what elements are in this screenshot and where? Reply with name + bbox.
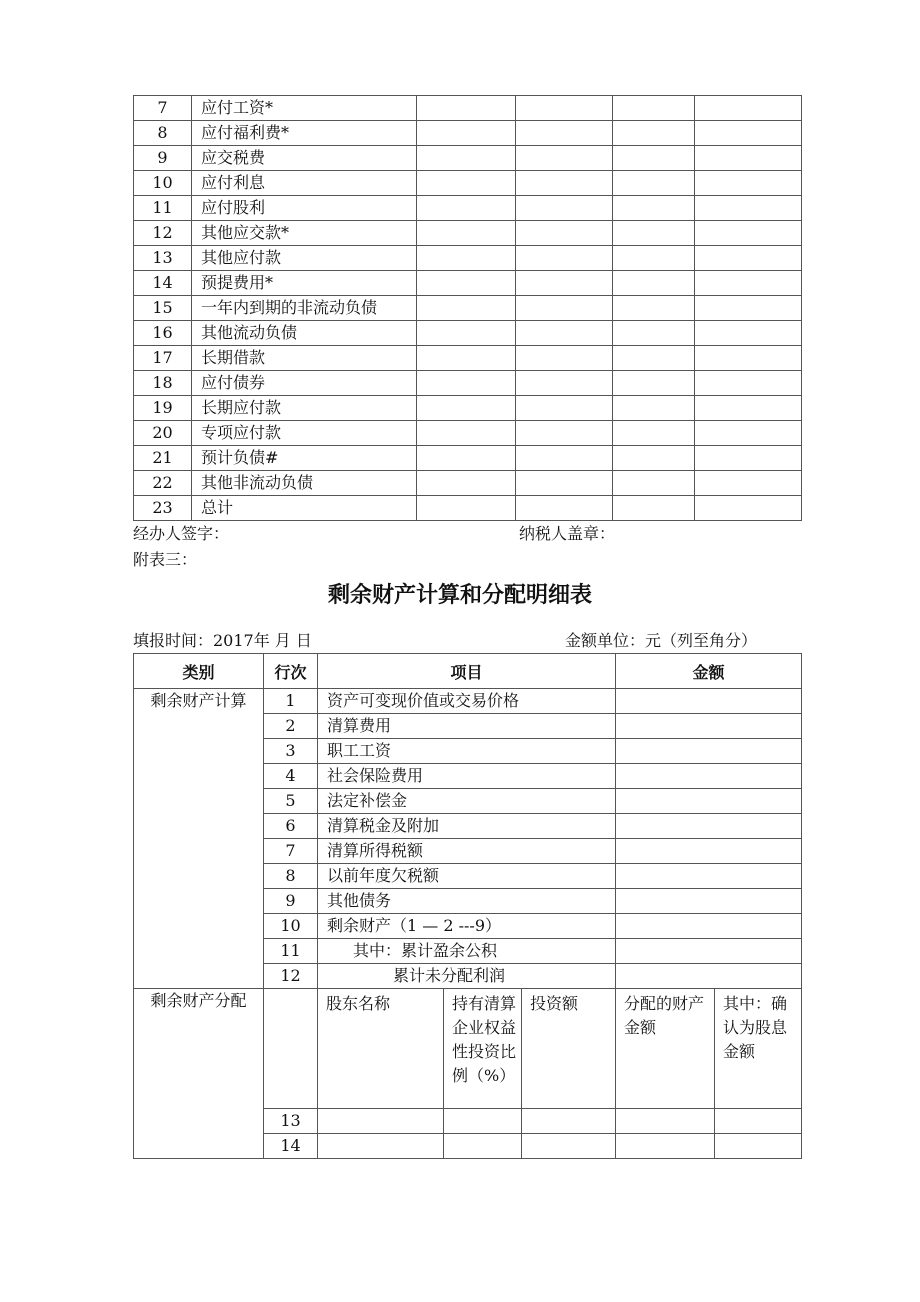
empty-cell[interactable] [417,221,516,246]
empty-cell[interactable] [417,96,516,121]
header-category: 类别 [134,654,264,689]
row-number: 1 [264,689,318,714]
amount-cell[interactable] [616,689,802,714]
empty-cell[interactable] [516,196,613,221]
amount-cell[interactable] [616,914,802,939]
row-item: 应付工资* [192,96,417,121]
table-row [134,446,802,471]
empty-cell[interactable] [417,421,516,446]
table-row [134,421,802,446]
row-number: 2 [264,714,318,739]
row-number: 8 [134,121,192,146]
empty-cell[interactable] [616,1109,715,1134]
empty-cell[interactable] [613,371,695,396]
amount-cell[interactable] [616,964,802,989]
empty-cell[interactable] [613,271,695,296]
row-number: 9 [134,146,192,171]
row-item: 清算所得税额 [318,839,616,864]
row-item: 应付股利 [192,196,417,221]
empty-cell[interactable] [516,471,613,496]
row-item: 职工工资 [318,739,616,764]
table-row [134,689,802,714]
empty-cell[interactable] [417,496,516,521]
row-number: 20 [134,421,192,446]
amount-cell[interactable] [616,764,802,789]
empty-cell[interactable] [516,296,613,321]
row-number: 11 [134,196,192,221]
empty-cell[interactable] [522,1109,616,1134]
amount-cell[interactable] [616,814,802,839]
row-item: 预计负债# [192,446,417,471]
empty-cell[interactable] [613,446,695,471]
empty-cell[interactable] [417,196,516,221]
table-row [134,221,802,246]
table-row [134,96,802,121]
empty-cell[interactable] [417,271,516,296]
row-item: 其他应交款* [192,221,417,246]
table-row [134,371,802,396]
table-row [134,471,802,496]
header-item: 项目 [318,654,616,689]
empty-cell[interactable] [417,471,516,496]
dividend-amount-header: 其中：确认为股息金额 [715,989,802,1109]
empty-cell[interactable] [695,296,802,321]
empty-cell[interactable] [613,146,695,171]
empty-cell[interactable] [516,446,613,471]
table-row [134,196,802,221]
amount-cell[interactable] [616,714,802,739]
row-number: 18 [134,371,192,396]
empty-cell[interactable] [695,471,802,496]
table-row [134,496,802,521]
row-number: 5 [264,789,318,814]
row-number: 21 [134,446,192,471]
empty-cell[interactable] [417,296,516,321]
row-item: 预提费用* [192,271,417,296]
distributed-amount-header: 分配的财产金额 [616,989,715,1109]
row-item: 累计未分配利润 [318,964,616,989]
liabilities-table [133,95,802,521]
empty-cell[interactable] [613,96,695,121]
empty-cell[interactable] [417,146,516,171]
row-number: 6 [264,814,318,839]
row-item: 其中：累计盈余公积 [318,939,616,964]
row-number: 12 [264,964,318,989]
table-row [134,171,802,196]
row-number: 17 [134,346,192,371]
empty-cell[interactable] [695,271,802,296]
row-number: 13 [134,246,192,271]
empty-cell[interactable] [695,371,802,396]
empty-cell[interactable] [417,371,516,396]
empty-cell[interactable] [613,196,695,221]
empty-cell[interactable] [516,421,613,446]
empty-cell[interactable] [613,171,695,196]
distribution-header-row [134,989,802,1109]
empty-cell[interactable] [695,221,802,246]
empty-cell[interactable] [417,171,516,196]
row-item: 社会保险费用 [318,764,616,789]
empty-cell[interactable] [417,246,516,271]
empty-cell[interactable] [695,421,802,446]
row-number: 14 [134,271,192,296]
empty-cell[interactable] [613,496,695,521]
empty-cell[interactable] [516,271,613,296]
row-item: 总计 [192,496,417,521]
empty-cell[interactable] [613,396,695,421]
row-number: 4 [264,764,318,789]
header-line: 行次 [264,654,318,689]
row-item: 其他非流动负债 [192,471,417,496]
shareholder-name-header: 股东名称 [318,989,444,1109]
ratio-header: 持有清算企业权益性投资比例（%） [444,989,522,1109]
amount-cell[interactable] [616,939,802,964]
empty-cell[interactable] [516,371,613,396]
empty-cell[interactable] [516,346,613,371]
table-row [134,271,802,296]
empty-cell[interactable] [695,196,802,221]
table-row [134,396,802,421]
empty-cell[interactable] [613,121,695,146]
empty-cell[interactable] [444,1134,522,1159]
empty-cell[interactable] [516,246,613,271]
row-number: 8 [264,864,318,889]
row-item: 应交税费 [192,146,417,171]
empty-cell[interactable] [417,321,516,346]
table-row [134,121,802,146]
category-distribution: 剩余财产分配 [134,989,264,1159]
empty-cell[interactable] [613,321,695,346]
empty-cell[interactable] [417,121,516,146]
row-item: 剩余财产（1 — 2 ---9） [318,914,616,939]
row-number: 7 [134,96,192,121]
row-number: 19 [134,396,192,421]
table-row [134,321,802,346]
table-row [134,346,802,371]
row-number: 9 [264,889,318,914]
empty-cell[interactable] [318,1109,444,1134]
table-row [134,246,802,271]
empty-cell[interactable] [444,1109,522,1134]
empty-cell[interactable] [516,96,613,121]
empty-cell[interactable] [695,446,802,471]
empty-cell[interactable] [516,396,613,421]
row-number: 13 [264,1109,318,1134]
row-number: 10 [134,171,192,196]
table-row [134,296,802,321]
empty-cell [264,989,318,1109]
empty-cell[interactable] [613,471,695,496]
row-number: 7 [264,839,318,864]
empty-cell[interactable] [695,146,802,171]
empty-cell[interactable] [417,446,516,471]
residual-property-table [133,653,802,1159]
row-item: 法定补偿金 [318,789,616,814]
empty-cell[interactable] [695,321,802,346]
row-number: 12 [134,221,192,246]
empty-cell[interactable] [613,246,695,271]
empty-cell[interactable] [616,1134,715,1159]
amount-cell[interactable] [616,839,802,864]
empty-cell[interactable] [318,1134,444,1159]
row-item: 应付利息 [192,171,417,196]
row-item: 其他应付款 [192,246,417,271]
row-item: 清算税金及附加 [318,814,616,839]
row-number: 22 [134,471,192,496]
row-item: 长期借款 [192,346,417,371]
empty-cell[interactable] [417,396,516,421]
row-number: 16 [134,321,192,346]
row-item: 资产可变现价值或交易价格 [318,689,616,714]
handler-signature-label: 经办人签字： [133,524,230,543]
row-number: 14 [264,1134,318,1159]
empty-cell[interactable] [695,496,802,521]
empty-cell[interactable] [695,246,802,271]
page-title: 剩余财产计算和分配明细表 [327,583,592,608]
amount-cell[interactable] [616,889,802,914]
row-number: 3 [264,739,318,764]
row-item: 其他债务 [318,889,616,914]
empty-cell[interactable] [613,296,695,321]
empty-cell[interactable] [516,321,613,346]
fill-time-label: 填报时间：2017年 月 日 [133,631,312,650]
amount-cell[interactable] [616,789,802,814]
header-amount: 金额 [616,654,802,689]
empty-cell[interactable] [516,496,613,521]
empty-cell[interactable] [516,221,613,246]
empty-cell[interactable] [695,171,802,196]
row-number: 15 [134,296,192,321]
empty-cell[interactable] [715,1134,802,1159]
row-item: 长期应付款 [192,396,417,421]
empty-cell[interactable] [613,221,695,246]
empty-cell[interactable] [522,1134,616,1159]
taxpayer-seal-label: 纳税人盖章： [519,524,616,543]
empty-cell[interactable] [613,421,695,446]
empty-cell[interactable] [516,146,613,171]
investment-header: 投资额 [522,989,616,1109]
empty-cell[interactable] [417,346,516,371]
category-calc: 剩余财产计算 [134,689,264,989]
empty-cell[interactable] [695,346,802,371]
row-item: 一年内到期的非流动负债 [192,296,417,321]
appendix-label: 附表三： [133,550,198,569]
empty-cell[interactable] [613,346,695,371]
amount-cell[interactable] [616,864,802,889]
row-item: 其他流动负债 [192,321,417,346]
row-number: 11 [264,939,318,964]
row-number: 10 [264,914,318,939]
table-row [134,146,802,171]
empty-cell[interactable] [715,1109,802,1134]
row-item: 专项应付款 [192,421,417,446]
row-number: 23 [134,496,192,521]
row-item: 应付债券 [192,371,417,396]
empty-cell[interactable] [695,96,802,121]
row-item: 以前年度欠税额 [318,864,616,889]
row-item: 应付福利费* [192,121,417,146]
row-item: 清算费用 [318,714,616,739]
empty-cell[interactable] [695,121,802,146]
amount-unit-label: 金额单位：元（列至角分） [565,631,758,650]
empty-cell[interactable] [516,171,613,196]
empty-cell[interactable] [516,121,613,146]
amount-cell[interactable] [616,739,802,764]
empty-cell[interactable] [695,396,802,421]
